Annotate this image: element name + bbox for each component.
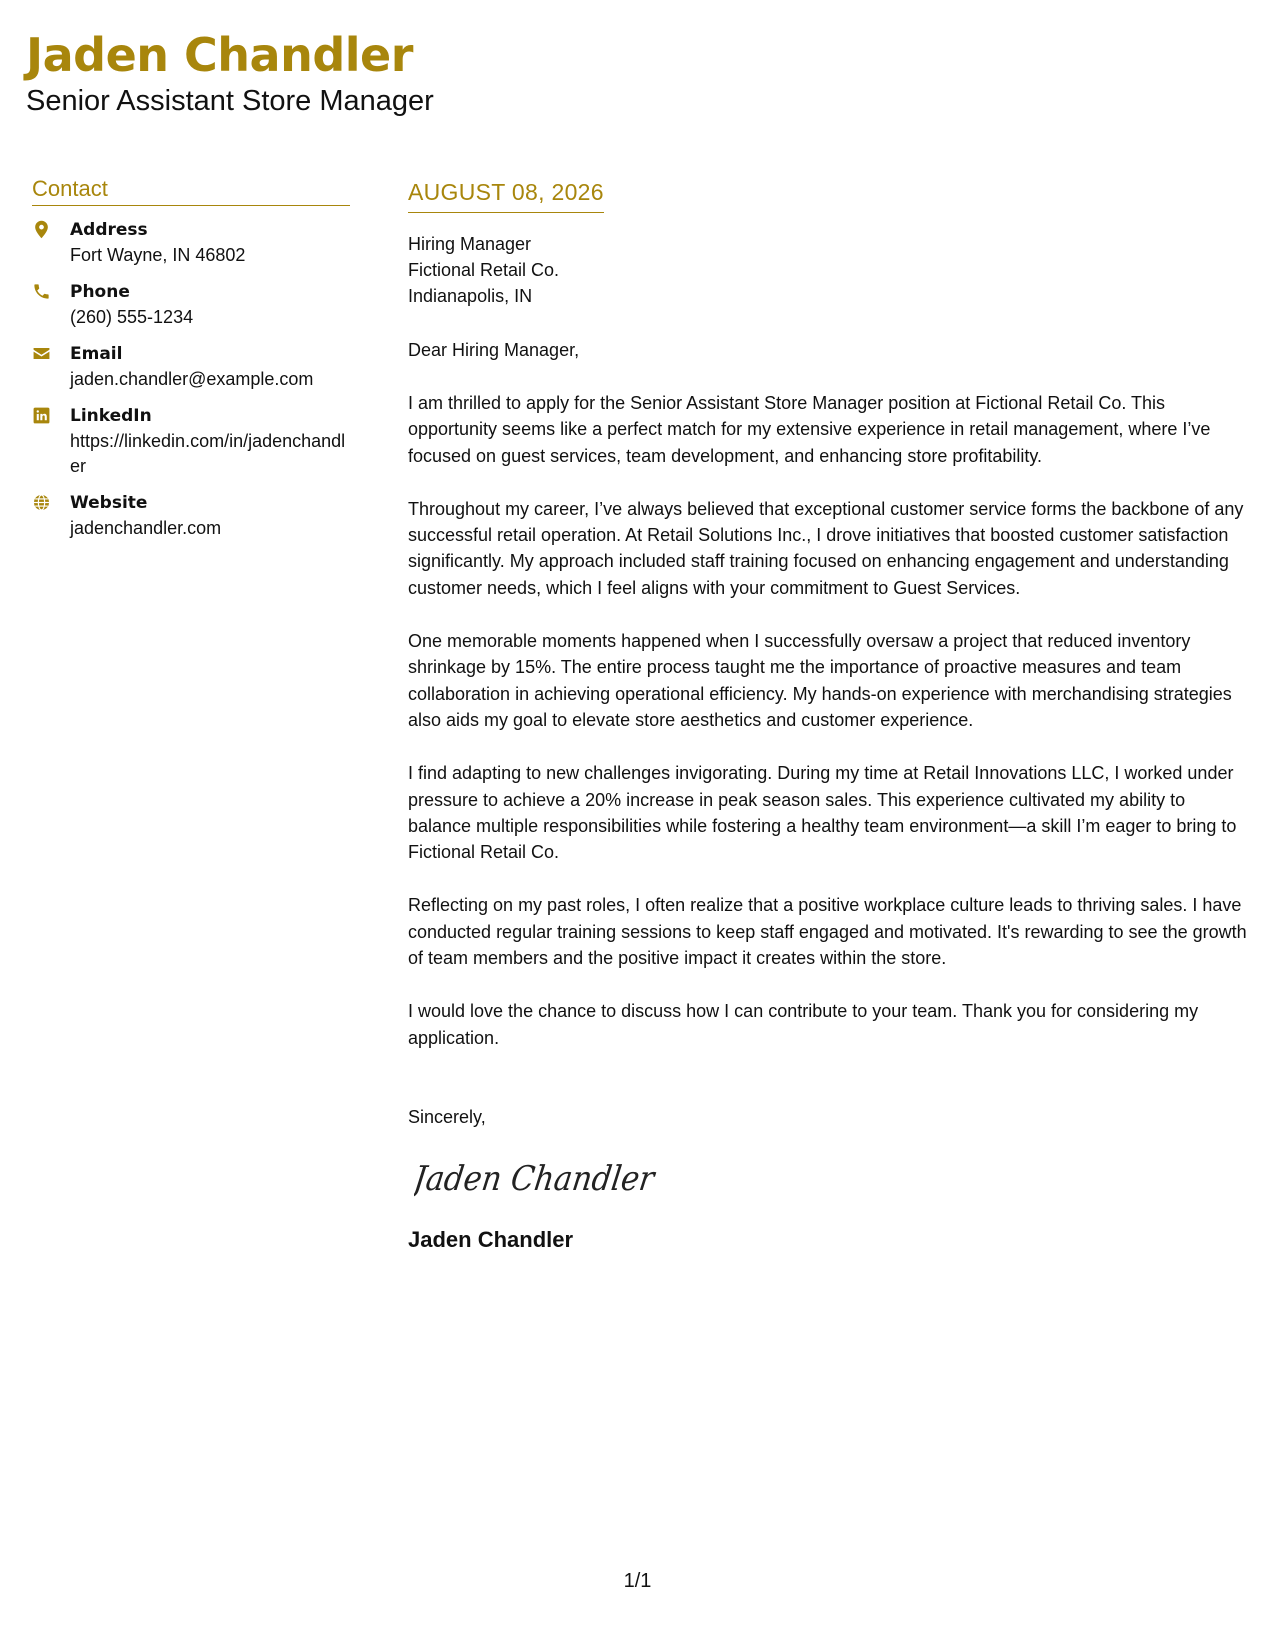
envelope-icon xyxy=(32,342,70,392)
body-paragraph: Reflecting on my past roles, I often realize that a positive workplace culture leads to thriving sales. I have conducted regular training sessions to keep staff engaged and motivated. It's rewarding to see the growth of team members and the positive impact it creates within the store. xyxy=(408,895,1247,969)
phone-icon xyxy=(32,280,70,330)
page-number: 1/1 xyxy=(623,1570,652,1592)
body-paragraph: Throughout my career, I’ve always believed that exceptional customer service forms the backbone of any successful retail operation. At Retail Solutions Inc., I drove initiatives that boosted customer satisfaction significantly. My approach included staff training focused on enhancing engagement and understanding customer needs, which I feel aligns with your commitment to Guest Services. xyxy=(408,498,1244,598)
contact-address xyxy=(32,218,350,268)
letter-header xyxy=(26,26,434,118)
contact-label: LinkedIn xyxy=(70,406,152,426)
letter-date: AUGUST 08, 2026 xyxy=(408,178,604,213)
contact-label: Address xyxy=(70,220,148,240)
email-link[interactable]: jaden.chandler@example.com xyxy=(70,369,314,389)
contact-label: Phone xyxy=(70,282,130,302)
contact-phone xyxy=(32,280,350,330)
applicant-name: Jaden Chandler xyxy=(26,28,413,82)
contact-website xyxy=(32,491,350,541)
contact-email xyxy=(32,342,350,392)
map-pin-icon xyxy=(32,218,70,268)
recipient-block xyxy=(408,231,1248,309)
contact-label: Email xyxy=(70,344,123,364)
recipient-line: Hiring Manager xyxy=(408,234,532,254)
signer-name: Jaden Chandler xyxy=(408,1226,574,1252)
body-paragraph: One memorable moments happened when I successfully oversaw a project that reduced inventory shrinkage by 15%. The entire process taught me the importance of proactive measures and team collaboration in achieving operational efficiency. My hands-on experience with merchandising strategies also aids my goal to elevate store aesthetics and customer experience. xyxy=(408,631,1232,730)
body-paragraph: I find adapting to new challenges invigorating. During my time at Retail Innovations LLC, I worked under pressure to achieve a 20% increase in peak season sales. This experience cultivated my ability to balance multiple responsibilities while fostering a healthy team environment—a skill I’m eager to bring to Fictional Retail Co. xyxy=(408,763,1237,863)
phone-value: (260) 555-1234 xyxy=(70,307,194,327)
website-link[interactable]: jadenchandler.com xyxy=(70,518,222,538)
signature-text: Jaden Chandler xyxy=(414,1159,674,1199)
contact-section-title: Contact xyxy=(32,176,350,206)
salutation: Dear Hiring Manager, xyxy=(408,340,580,360)
applicant-title: Senior Assistant Store Manager xyxy=(26,85,434,117)
recipient-line: Fictional Retail Co. xyxy=(408,260,560,280)
contact-sidebar xyxy=(32,176,350,541)
closing: Sincerely, xyxy=(408,1106,486,1127)
contact-label: Website xyxy=(70,493,148,513)
linkedin-icon xyxy=(32,404,70,479)
letter-body xyxy=(408,178,1248,1253)
body-paragraph: I am thrilled to apply for the Senior Assistant Store Manager position at Fictional Retail Co. This opportunity seems like a perfect match for my extensive experience in retail management, where I’ve focused on guest services, team development, and enhancing store profitability. xyxy=(408,393,1211,466)
body-paragraph: I would love the chance to discuss how I can contribute to your team. Thank you for considering my application. xyxy=(408,1001,1199,1048)
contact-linkedin xyxy=(32,404,350,479)
linkedin-link[interactable]: https://linkedin.com/in/jadenchandler xyxy=(70,431,346,476)
signature-image xyxy=(414,1150,674,1206)
globe-icon xyxy=(32,491,70,541)
recipient-line: Indianapolis, IN xyxy=(408,286,533,306)
address-value: Fort Wayne, IN 46802 xyxy=(70,245,246,265)
